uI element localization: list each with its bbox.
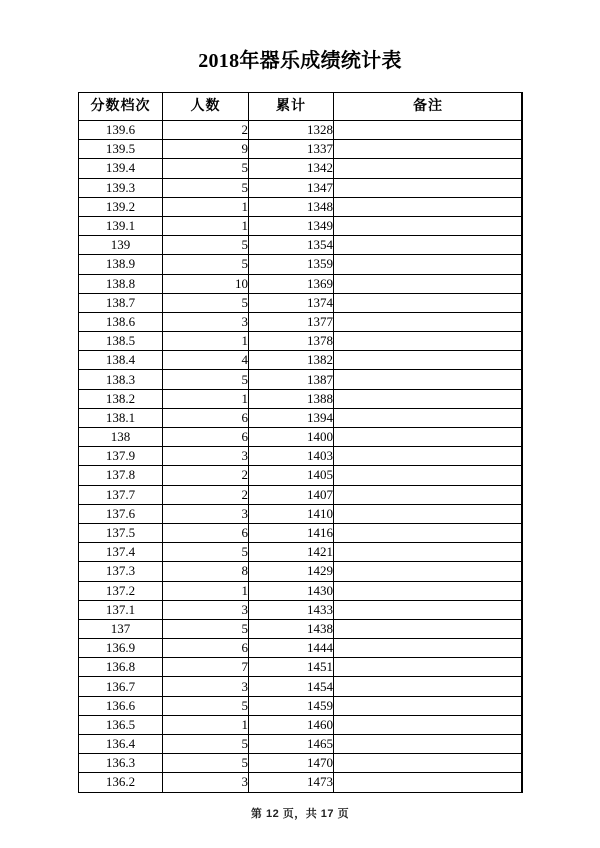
cell-note	[334, 581, 523, 600]
page-title: 2018年器乐成绩统计表	[198, 50, 402, 72]
table-header	[79, 93, 523, 121]
cell-note	[334, 351, 523, 370]
cell-cumulative: 1369	[249, 274, 334, 293]
table-row	[79, 485, 523, 504]
cell-grade: 138.2	[79, 389, 163, 408]
cell-count: 1	[163, 216, 249, 235]
cell-cumulative: 1342	[249, 159, 334, 178]
cell-cumulative: 1348	[249, 197, 334, 216]
cell-count: 3	[163, 504, 249, 523]
cell-count: 3	[163, 447, 249, 466]
cell-note	[334, 715, 523, 734]
cell-count: 5	[163, 293, 249, 312]
table-row	[79, 562, 523, 581]
cell-count: 3	[163, 773, 249, 792]
cell-count: 3	[163, 677, 249, 696]
table-row	[79, 312, 523, 331]
cell-note	[334, 255, 523, 274]
cell-grade: 136.4	[79, 735, 163, 754]
cell-grade: 138.3	[79, 370, 163, 389]
cell-count: 2	[163, 485, 249, 504]
cell-cumulative: 1347	[249, 178, 334, 197]
cell-count: 1	[163, 581, 249, 600]
cell-grade: 139	[79, 236, 163, 255]
cell-cumulative: 1454	[249, 677, 334, 696]
cell-note	[334, 696, 523, 715]
cell-grade: 138.9	[79, 255, 163, 274]
cell-note	[334, 216, 523, 235]
cell-cumulative: 1374	[249, 293, 334, 312]
table-row	[79, 523, 523, 542]
table-row	[79, 159, 523, 178]
table-row	[79, 754, 523, 773]
cell-cumulative: 1403	[249, 447, 334, 466]
cell-note	[334, 677, 523, 696]
cell-cumulative: 1394	[249, 408, 334, 427]
cell-count: 7	[163, 658, 249, 677]
cell-cumulative: 1438	[249, 619, 334, 638]
cell-count: 2	[163, 121, 249, 140]
cell-note	[334, 773, 523, 792]
table-row	[79, 255, 523, 274]
cell-cumulative: 1359	[249, 255, 334, 274]
cell-count: 1	[163, 389, 249, 408]
table-row	[79, 447, 523, 466]
table-row	[79, 332, 523, 351]
cell-grade: 138.4	[79, 351, 163, 370]
cell-count: 5	[163, 696, 249, 715]
cell-count: 8	[163, 562, 249, 581]
cell-cumulative: 1407	[249, 485, 334, 504]
cell-grade: 136.5	[79, 715, 163, 734]
cell-count: 6	[163, 639, 249, 658]
cell-cumulative: 1451	[249, 658, 334, 677]
table-row	[79, 236, 523, 255]
cell-grade: 139.6	[79, 121, 163, 140]
score-table-container	[78, 92, 522, 793]
cell-count: 5	[163, 735, 249, 754]
table-row	[79, 408, 523, 427]
cell-note	[334, 485, 523, 504]
cell-grade: 138	[79, 428, 163, 447]
table-row	[79, 658, 523, 677]
cell-note	[334, 236, 523, 255]
cell-grade: 136.6	[79, 696, 163, 715]
cell-grade: 136.3	[79, 754, 163, 773]
cell-cumulative: 1337	[249, 140, 334, 159]
table-row	[79, 619, 523, 638]
table-row	[79, 735, 523, 754]
cell-note	[334, 639, 523, 658]
cell-cumulative: 1416	[249, 523, 334, 542]
cell-cumulative: 1354	[249, 236, 334, 255]
table-row	[79, 466, 523, 485]
cell-grade: 137.8	[79, 466, 163, 485]
column-header-grade: 分数档次	[79, 93, 163, 121]
cell-grade: 137.7	[79, 485, 163, 504]
cell-grade: 138.8	[79, 274, 163, 293]
cell-count: 6	[163, 428, 249, 447]
cell-cumulative: 1433	[249, 600, 334, 619]
table-row	[79, 428, 523, 447]
cell-count: 1	[163, 332, 249, 351]
cell-grade: 138.1	[79, 408, 163, 427]
table-row	[79, 389, 523, 408]
table-row	[79, 351, 523, 370]
cell-note	[334, 312, 523, 331]
table-row	[79, 140, 523, 159]
cell-cumulative: 1388	[249, 389, 334, 408]
cell-grade: 137.2	[79, 581, 163, 600]
cell-count: 1	[163, 197, 249, 216]
cell-note	[334, 543, 523, 562]
cell-grade: 136.2	[79, 773, 163, 792]
cell-note	[334, 447, 523, 466]
cell-grade: 139.1	[79, 216, 163, 235]
cell-note	[334, 332, 523, 351]
cell-note	[334, 408, 523, 427]
cell-note	[334, 178, 523, 197]
cell-grade: 139.5	[79, 140, 163, 159]
cell-grade: 139.3	[79, 178, 163, 197]
cell-note	[334, 523, 523, 542]
cell-grade: 137.3	[79, 562, 163, 581]
table-row	[79, 600, 523, 619]
cell-grade: 138.5	[79, 332, 163, 351]
cell-cumulative: 1429	[249, 562, 334, 581]
table-row	[79, 274, 523, 293]
cell-note	[334, 562, 523, 581]
table-row	[79, 216, 523, 235]
cell-note	[334, 274, 523, 293]
cell-grade: 136.8	[79, 658, 163, 677]
cell-note	[334, 619, 523, 638]
table-row	[79, 677, 523, 696]
cell-grade: 137.4	[79, 543, 163, 562]
cell-note	[334, 754, 523, 773]
cell-note	[334, 658, 523, 677]
cell-cumulative: 1387	[249, 370, 334, 389]
cell-note	[334, 159, 523, 178]
cell-note	[334, 140, 523, 159]
cell-cumulative: 1473	[249, 773, 334, 792]
cell-note	[334, 293, 523, 312]
cell-grade: 137.9	[79, 447, 163, 466]
cell-count: 5	[163, 619, 249, 638]
cell-count: 5	[163, 159, 249, 178]
cell-note	[334, 466, 523, 485]
cell-note	[334, 504, 523, 523]
cell-cumulative: 1382	[249, 351, 334, 370]
cell-grade: 137.6	[79, 504, 163, 523]
table-row	[79, 773, 523, 792]
cell-cumulative: 1377	[249, 312, 334, 331]
cell-cumulative: 1470	[249, 754, 334, 773]
table-row	[79, 121, 523, 140]
cell-grade: 137.5	[79, 523, 163, 542]
table-row	[79, 293, 523, 312]
cell-count: 5	[163, 754, 249, 773]
cell-count: 6	[163, 408, 249, 427]
cell-grade: 137	[79, 619, 163, 638]
cell-cumulative: 1400	[249, 428, 334, 447]
cell-note	[334, 370, 523, 389]
table-row	[79, 581, 523, 600]
page-footer: 第 12 页，共 17 页	[250, 808, 350, 820]
column-header-note: 备注	[334, 93, 523, 121]
cell-cumulative: 1410	[249, 504, 334, 523]
table-header-row	[79, 93, 523, 121]
cell-count: 4	[163, 351, 249, 370]
table-row	[79, 639, 523, 658]
cell-grade: 136.7	[79, 677, 163, 696]
table-row	[79, 178, 523, 197]
column-header-cumulative: 累计	[249, 93, 334, 121]
cell-cumulative: 1328	[249, 121, 334, 140]
cell-count: 3	[163, 600, 249, 619]
cell-count: 5	[163, 370, 249, 389]
cell-count: 3	[163, 312, 249, 331]
cell-grade: 137.1	[79, 600, 163, 619]
table-row	[79, 197, 523, 216]
cell-grade: 138.7	[79, 293, 163, 312]
cell-count: 5	[163, 255, 249, 274]
table-row	[79, 370, 523, 389]
cell-count: 6	[163, 523, 249, 542]
table-row	[79, 504, 523, 523]
cell-count: 9	[163, 140, 249, 159]
cell-cumulative: 1430	[249, 581, 334, 600]
cell-cumulative: 1405	[249, 466, 334, 485]
cell-note	[334, 197, 523, 216]
table-row	[79, 715, 523, 734]
cell-note	[334, 121, 523, 140]
table-row	[79, 696, 523, 715]
cell-count: 5	[163, 178, 249, 197]
cell-cumulative: 1465	[249, 735, 334, 754]
cell-cumulative: 1460	[249, 715, 334, 734]
cell-grade: 138.6	[79, 312, 163, 331]
cell-grade: 136.9	[79, 639, 163, 658]
cell-count: 5	[163, 543, 249, 562]
cell-note	[334, 389, 523, 408]
cell-note	[334, 735, 523, 754]
cell-cumulative: 1459	[249, 696, 334, 715]
cell-count: 1	[163, 715, 249, 734]
table-row	[79, 543, 523, 562]
table-body	[79, 121, 523, 793]
score-statistics-table	[78, 92, 523, 793]
cell-grade: 139.4	[79, 159, 163, 178]
cell-count: 2	[163, 466, 249, 485]
column-header-count: 人数	[163, 93, 249, 121]
cell-cumulative: 1349	[249, 216, 334, 235]
cell-cumulative: 1378	[249, 332, 334, 351]
cell-count: 5	[163, 236, 249, 255]
cell-note	[334, 428, 523, 447]
cell-cumulative: 1444	[249, 639, 334, 658]
cell-note	[334, 600, 523, 619]
cell-grade: 139.2	[79, 197, 163, 216]
cell-cumulative: 1421	[249, 543, 334, 562]
cell-count: 10	[163, 274, 249, 293]
